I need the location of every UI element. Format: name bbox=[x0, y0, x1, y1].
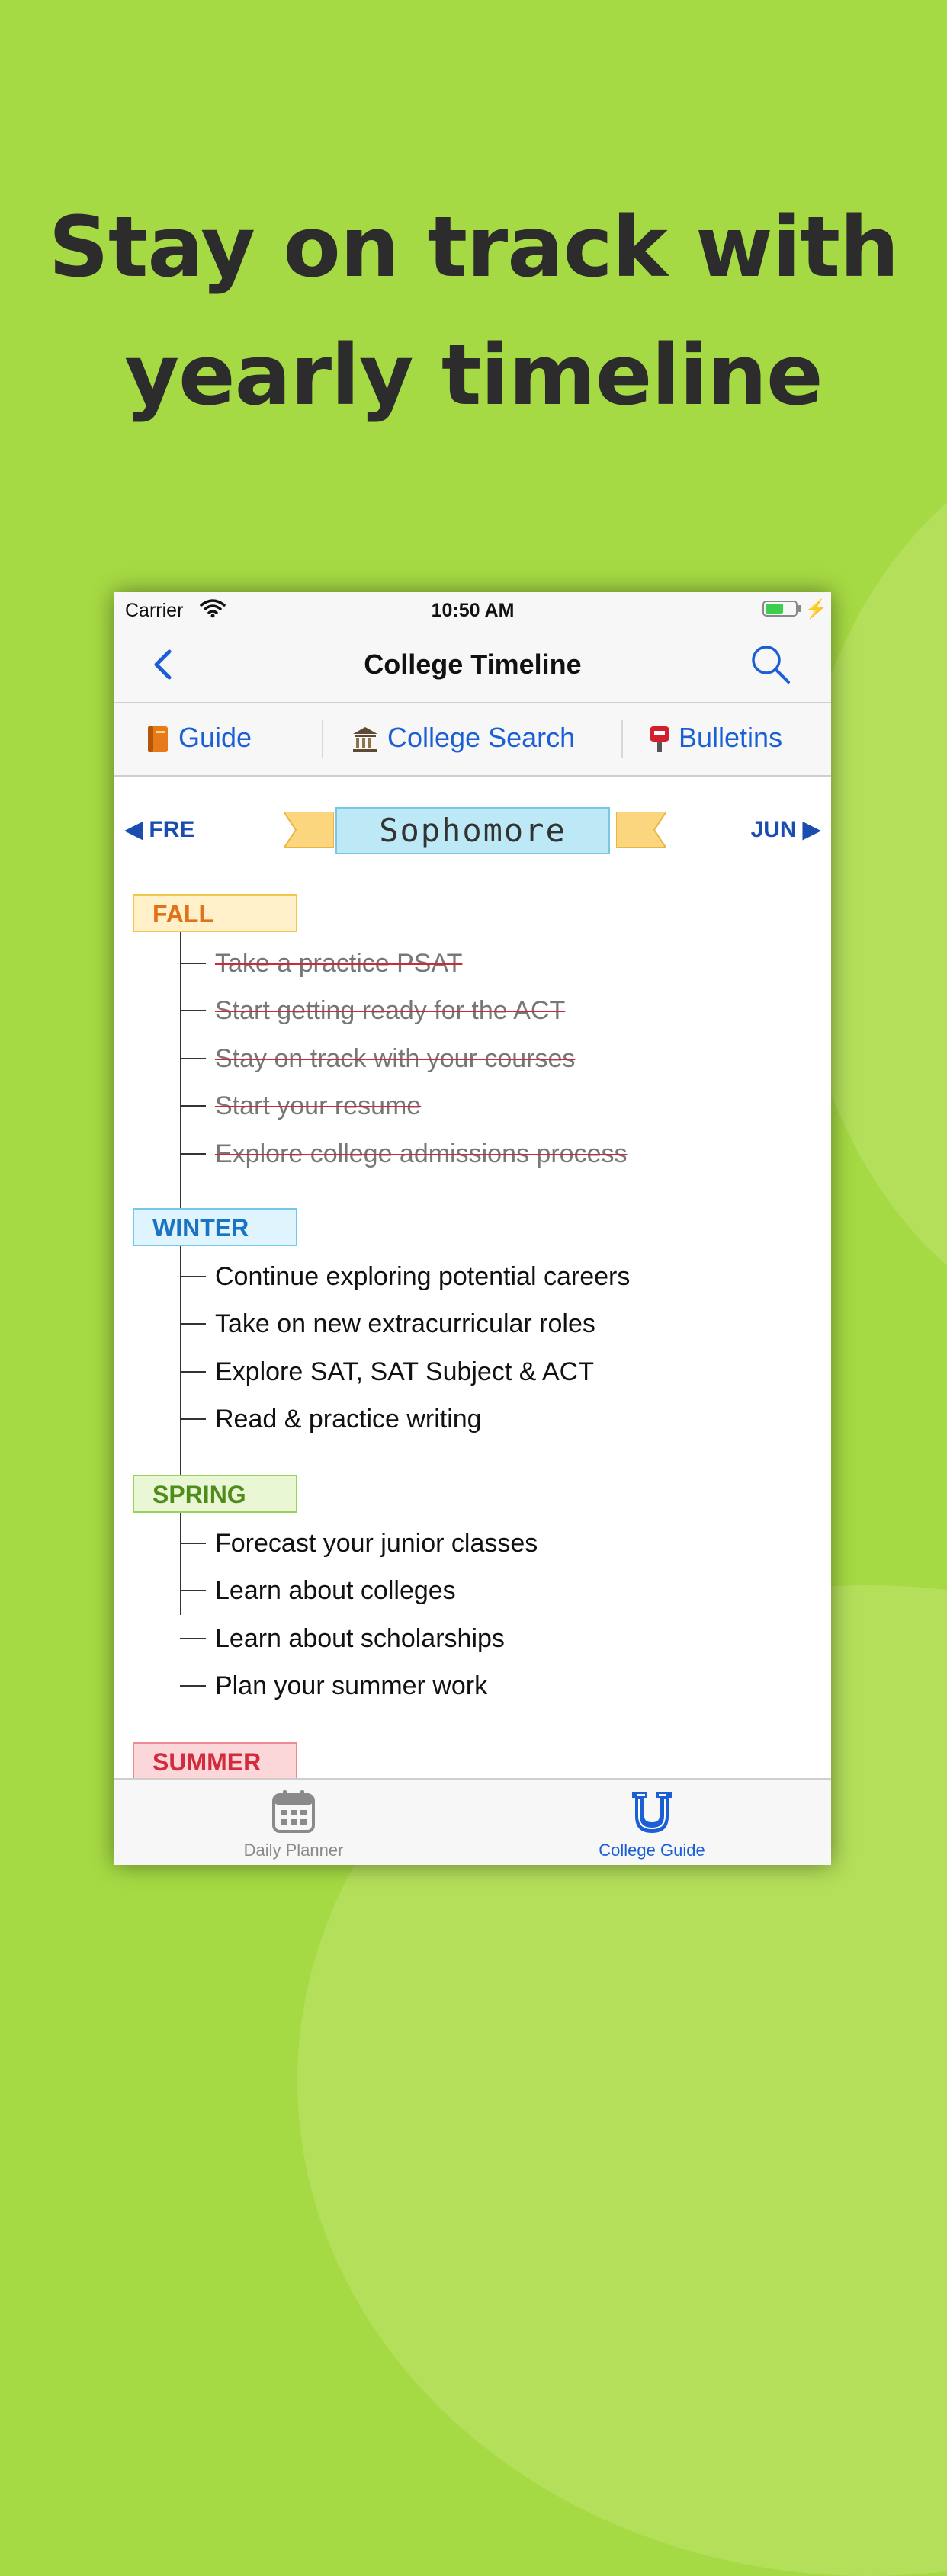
status-bar bbox=[114, 592, 831, 629]
next-year-button[interactable] bbox=[751, 816, 820, 843]
battery-level bbox=[766, 604, 783, 614]
season-fall-header: FALL bbox=[133, 894, 297, 932]
previous-year-label: FRE bbox=[149, 817, 195, 842]
segment-divider bbox=[621, 720, 623, 758]
mailbox-icon bbox=[648, 725, 671, 754]
timeline-item-text: Forecast your junior classes bbox=[215, 1529, 538, 1558]
timeline-item-text: Plan your summer work bbox=[215, 1671, 488, 1700]
status-time: 10:50 AM bbox=[431, 600, 515, 621]
segment-guide-label: Guide bbox=[178, 722, 252, 753]
building-icon bbox=[351, 725, 380, 754]
timeline-item-text: Explore SAT, SAT Subject & ACT bbox=[215, 1357, 594, 1386]
segment-bulletins-label: Bulletins bbox=[679, 722, 783, 753]
current-year-label: Sophomore bbox=[335, 807, 610, 854]
timeline-item-text: Continue exploring potential careers bbox=[215, 1262, 631, 1291]
season-spring-header: SPRING bbox=[133, 1475, 297, 1513]
charging-icon: ⚡ bbox=[804, 599, 827, 620]
battery-nub bbox=[798, 605, 801, 612]
segment-college-search[interactable] bbox=[351, 722, 575, 754]
page-title: College Timeline bbox=[364, 649, 582, 680]
tab-bar bbox=[114, 1778, 831, 1865]
segment-guide[interactable] bbox=[145, 722, 252, 754]
segment-divider bbox=[322, 720, 323, 758]
next-year-label: JUN bbox=[750, 817, 797, 842]
caret-right-icon: ▶ bbox=[802, 817, 820, 842]
university-u-icon bbox=[629, 1789, 675, 1836]
segment-college-search-label: College Search bbox=[387, 722, 576, 753]
tab-college-guide[interactable] bbox=[473, 1780, 831, 1865]
search-icon[interactable] bbox=[747, 641, 793, 687]
battery-icon bbox=[762, 601, 798, 617]
timeline-item-text: Start getting ready for the ACT bbox=[215, 996, 566, 1025]
headline-line-1: Stay on track with bbox=[48, 198, 899, 296]
timeline-item-text: Take a practice PSAT bbox=[215, 949, 463, 978]
section-switcher bbox=[114, 702, 831, 777]
calendar-icon bbox=[271, 1789, 316, 1836]
timeline-item-text: Take on new extracurricular roles bbox=[215, 1309, 595, 1338]
timeline-item-text: Stay on track with your courses bbox=[215, 1044, 576, 1073]
caret-left-icon: ◀ bbox=[125, 817, 143, 842]
season-summer-header: SUMMER bbox=[133, 1742, 297, 1780]
season-winter-header: WINTER bbox=[133, 1208, 297, 1246]
carrier-label: Carrier bbox=[125, 600, 184, 621]
navigation-bar bbox=[114, 629, 831, 702]
book-icon bbox=[145, 725, 171, 754]
timeline-item-text: Read & practice writing bbox=[215, 1405, 482, 1434]
tab-daily-planner-label: Daily Planner bbox=[243, 1841, 344, 1860]
previous-year-button[interactable] bbox=[125, 816, 194, 843]
timeline-item-text: Start your resume bbox=[215, 1091, 422, 1120]
segment-bulletins[interactable] bbox=[648, 722, 782, 754]
promo-headline bbox=[0, 183, 947, 439]
tab-daily-planner[interactable] bbox=[114, 1780, 473, 1865]
year-selector bbox=[114, 777, 831, 868]
headline-line-2: yearly timeline bbox=[124, 326, 823, 424]
timeline-item-text: Learn about colleges bbox=[215, 1576, 456, 1605]
ribbon-left-icon bbox=[284, 812, 334, 848]
tab-college-guide-label: College Guide bbox=[599, 1841, 705, 1860]
timeline-item-text: Explore college admissions process bbox=[215, 1139, 628, 1168]
app-screen bbox=[114, 592, 831, 1865]
timeline-item-text: Learn about scholarships bbox=[215, 1624, 505, 1653]
ribbon-right-icon bbox=[616, 812, 666, 848]
